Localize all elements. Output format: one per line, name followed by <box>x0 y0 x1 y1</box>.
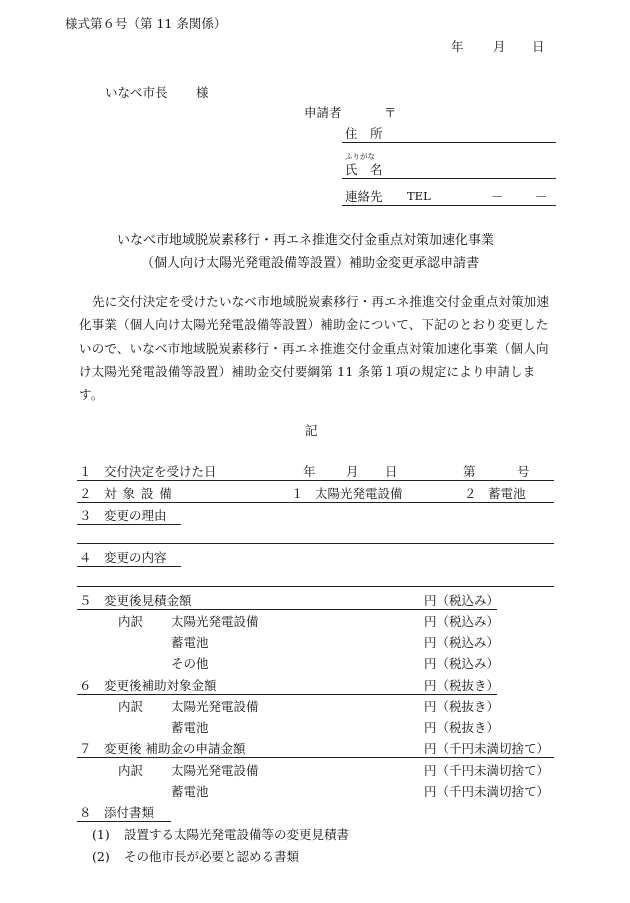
item7-row-solar-unit: 円（千円未満切捨て） <box>424 763 550 778</box>
item5-line <box>77 609 497 610</box>
addressee-honorific: 様 <box>196 85 209 100</box>
item5-row-battery: 蓄電池 <box>171 635 209 650</box>
applicant-label: 申請者 <box>304 105 342 120</box>
contact-line <box>342 205 556 206</box>
item5-row-battery-unit: 円（税込み） <box>424 635 500 650</box>
item6-label: 変更後補助対象金額 <box>104 678 217 693</box>
item6-breakdown-label: 内訳 <box>118 699 144 714</box>
body-text: 先に交付決定を受けたいなべ市地域脱炭素移行・再エネ推進交付金重点対策加速化事業（個人向け太陽光発電設備等設置）補助金について、下記のとおり変更したいので、いなべ市地域脱炭素移行・再エネ推進交付金重点対策加速化事業（個人向け太陽光発電設備等設置）補助金交付要綱第 11 条第１項の規定により申請します。 <box>79 294 550 403</box>
item6-row-battery: 蓄電池 <box>171 720 209 735</box>
tel-dash-2: － <box>535 189 548 204</box>
contact-label: 連絡先 <box>345 189 383 204</box>
address-line <box>342 142 556 143</box>
item2-opt1-num: １ <box>291 486 304 501</box>
item4-label: 変更の内容 <box>104 550 167 565</box>
postal-mark: 〒 <box>384 105 397 120</box>
doc2-num: (2) <box>92 849 110 864</box>
item5-row-solar: 太陽光発電設備 <box>171 614 259 629</box>
item7-row-battery: 蓄電池 <box>171 784 209 799</box>
doc1-text: 設置する太陽光発電設備等の変更見積書 <box>124 827 350 842</box>
title-line1: いなべ市地域脱炭素移行・再エネ推進交付金重点対策加速化事業 <box>117 233 495 248</box>
item6-row-solar-unit: 円（税抜き） <box>424 699 500 714</box>
item4-label-line <box>77 566 181 567</box>
item3-label-line <box>77 524 181 525</box>
form-number: 様式第６号（第 11 条関係） <box>65 16 227 31</box>
date-year: 年 <box>451 39 464 54</box>
ki-mark: 記 <box>305 423 318 438</box>
item7-unit: 円（千円未満切捨て） <box>424 741 550 756</box>
item3-num: ３ <box>79 508 92 523</box>
item6-num: ６ <box>79 678 92 693</box>
item8-label-line <box>77 821 171 822</box>
item4-num: ４ <box>79 550 92 565</box>
item2-label: 対 象 設 備 <box>104 486 173 501</box>
item5-row-other: その他 <box>171 656 209 671</box>
item3-line <box>77 543 554 544</box>
item5-unit: 円（税込み） <box>424 593 500 608</box>
item7-row-battery-unit: 円（千円未満切捨て） <box>424 784 550 799</box>
title-line2: （個人向け太陽光発電設備等設置）補助金変更承認申請書 <box>141 256 480 271</box>
item4-line <box>77 586 554 587</box>
item7-breakdown-label: 内訳 <box>118 763 144 778</box>
item6-row-solar: 太陽光発電設備 <box>171 699 259 714</box>
item8-label: 添付書類 <box>104 805 155 820</box>
item3-label: 変更の理由 <box>104 508 167 523</box>
item1-month: 月 <box>346 464 359 479</box>
item1-line <box>77 480 554 481</box>
item6-unit: 円（税抜き） <box>424 678 500 693</box>
body-paragraph <box>79 290 559 406</box>
furigana-label: ふりがな <box>345 152 375 161</box>
item6-line <box>77 694 497 695</box>
item5-breakdown-label: 内訳 <box>118 614 144 629</box>
item8-num: ８ <box>79 805 92 820</box>
item1-day: 日 <box>385 464 398 479</box>
item7-line <box>77 757 554 758</box>
item1-year: 年 <box>303 464 316 479</box>
addressee-name: いなべ市長 <box>105 85 168 100</box>
item7-row-solar: 太陽光発電設備 <box>171 763 259 778</box>
item2-line <box>77 502 554 503</box>
item1-dai: 第 <box>463 464 476 479</box>
name-label: 氏 名 <box>345 162 383 177</box>
item2-opt1: 太陽光発電設備 <box>315 486 403 501</box>
tel-label: TEL <box>407 189 431 203</box>
item7-label: 変更後 補助金の申請金額 <box>104 741 246 756</box>
item1-go: 号 <box>517 464 530 479</box>
item2-num: ２ <box>79 486 92 501</box>
address-label: 住 所 <box>345 126 383 141</box>
item1-num: １ <box>79 464 92 479</box>
name-line <box>342 178 556 179</box>
item5-row-other-unit: 円（税込み） <box>424 656 500 671</box>
doc1-num: (1) <box>92 827 110 842</box>
item5-label: 変更後見積金額 <box>104 593 192 608</box>
tel-dash-1: － <box>491 189 504 204</box>
item6-row-battery-unit: 円（税抜き） <box>424 720 500 735</box>
item2-opt2: 蓄電池 <box>488 486 526 501</box>
item7-num: ７ <box>79 741 92 756</box>
doc2-text: その他市長が必要と認める書類 <box>124 849 300 864</box>
item1-label: 交付決定を受けた日 <box>104 464 217 479</box>
item2-opt2-num: ２ <box>464 486 477 501</box>
item5-num: ５ <box>79 593 92 608</box>
date-day: 日 <box>532 39 545 54</box>
item5-row-solar-unit: 円（税込み） <box>424 614 500 629</box>
date-month: 月 <box>493 39 506 54</box>
